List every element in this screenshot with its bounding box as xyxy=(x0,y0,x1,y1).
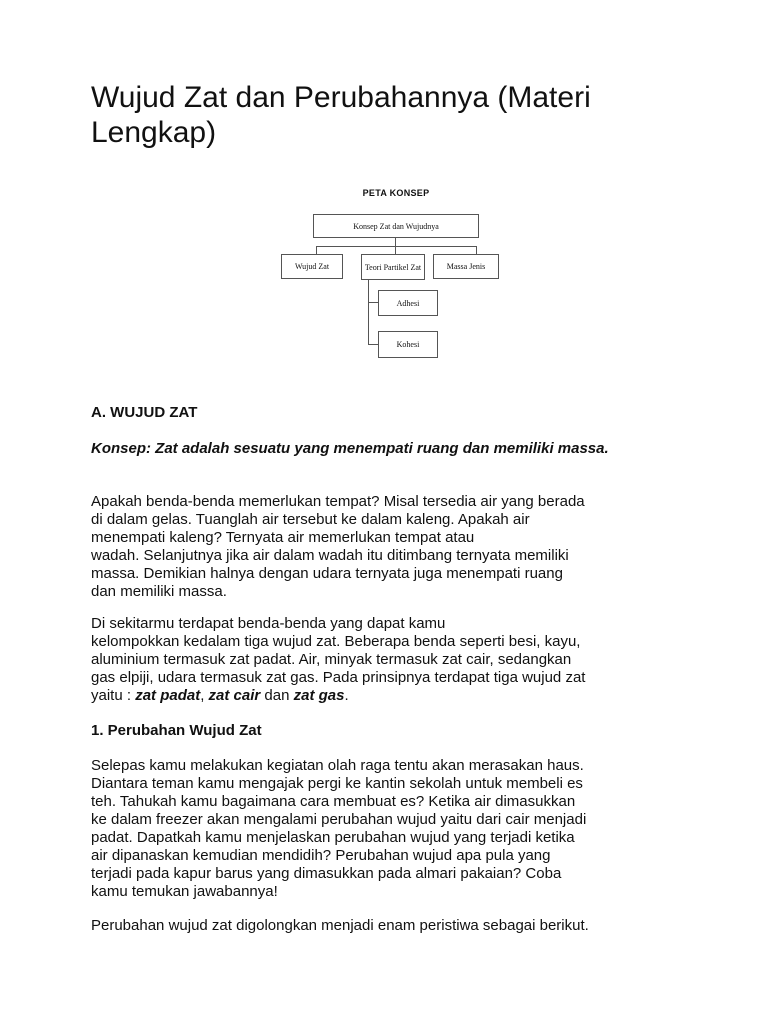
connector xyxy=(395,246,396,254)
concept-map-title: PETA KONSEP xyxy=(362,188,430,198)
node-adhesi: Adhesi xyxy=(378,290,438,316)
zat-types-line: yaitu : zat padat, zat cair dan zat gas. xyxy=(91,687,349,704)
node-wujud-zat: Wujud Zat xyxy=(281,254,343,279)
connector xyxy=(368,302,378,303)
concept-map xyxy=(281,188,511,363)
connector xyxy=(395,238,396,246)
paragraph: Selepas kamu melakukan kegiatan olah raga tentu akan merasakan haus. Diantara teman kamu mengajak pergi ke kantin sekolah untuk membeli es teh. Tahukah kamu bagaimana cara membuat es? Ketika air dimasukkan ke dalam freezer akan mengalami perubahan wujud yaitu dari cair menjadi padat. Dapatkah kamu menjelaskan perubahan wujud yang terjadi ketika air dipanaskan kemudian mendidih? Perubahan wujud apa pula yang terjadi pada kapur barus yang dimasukkan pada almari pakaian? Coba kamu temukan jawabannya! xyxy=(91,757,587,900)
connector xyxy=(316,246,476,247)
connector xyxy=(368,280,369,344)
section-1-heading: 1. Perubahan Wujud Zat xyxy=(91,722,262,739)
paragraph: Perubahan wujud zat digolongkan menjadi enam peristiwa sebagai berikut. xyxy=(91,917,589,934)
konsep-text: Konsep: Zat adalah sesuatu yang menempati ruang dan memiliki massa. xyxy=(91,440,609,457)
connector xyxy=(476,246,477,254)
node-teori-partikel: Teori Partikel Zat xyxy=(361,254,425,280)
connector xyxy=(316,246,317,254)
paragraph: Di sekitarmu terdapat benda-benda yang dapat kamu kelompokkan kedalam tiga wujud zat. Beberapa benda seperti besi, kayu, aluminium termasuk zat padat. Air, minyak termasuk zat cair, sedangkan gas elpiji, udara termasuk zat gas. Pada prinsipnya terdapat tiga wujud zat yaitu : zat padat, zat cair dan zat gas. xyxy=(91,615,691,705)
connector xyxy=(368,344,378,345)
page-title: Wujud Zat dan Perubahannya (Materi Lengkap) xyxy=(91,81,591,149)
paragraph: Apakah benda-benda memerlukan tempat? Misal tersedia air yang berada di dalam gelas. Tuanglah air tersebut ke dalam kaleng. Apakah air menempati kaleng? Ternyata air memerlukan tempat atau wadah. Selanjutnya jika air dalam wadah itu ditimbang ternyata memiliki massa. Demikian halnya dengan udara ternyata juga menempati ruang dan memiliki massa. xyxy=(91,493,585,600)
node-root: Konsep Zat dan Wujudnya xyxy=(313,214,479,238)
section-a-heading: A. WUJUD ZAT xyxy=(91,404,198,421)
node-massa-jenis: Massa Jenis xyxy=(433,254,499,279)
node-kohesi: Kohesi xyxy=(378,331,438,358)
